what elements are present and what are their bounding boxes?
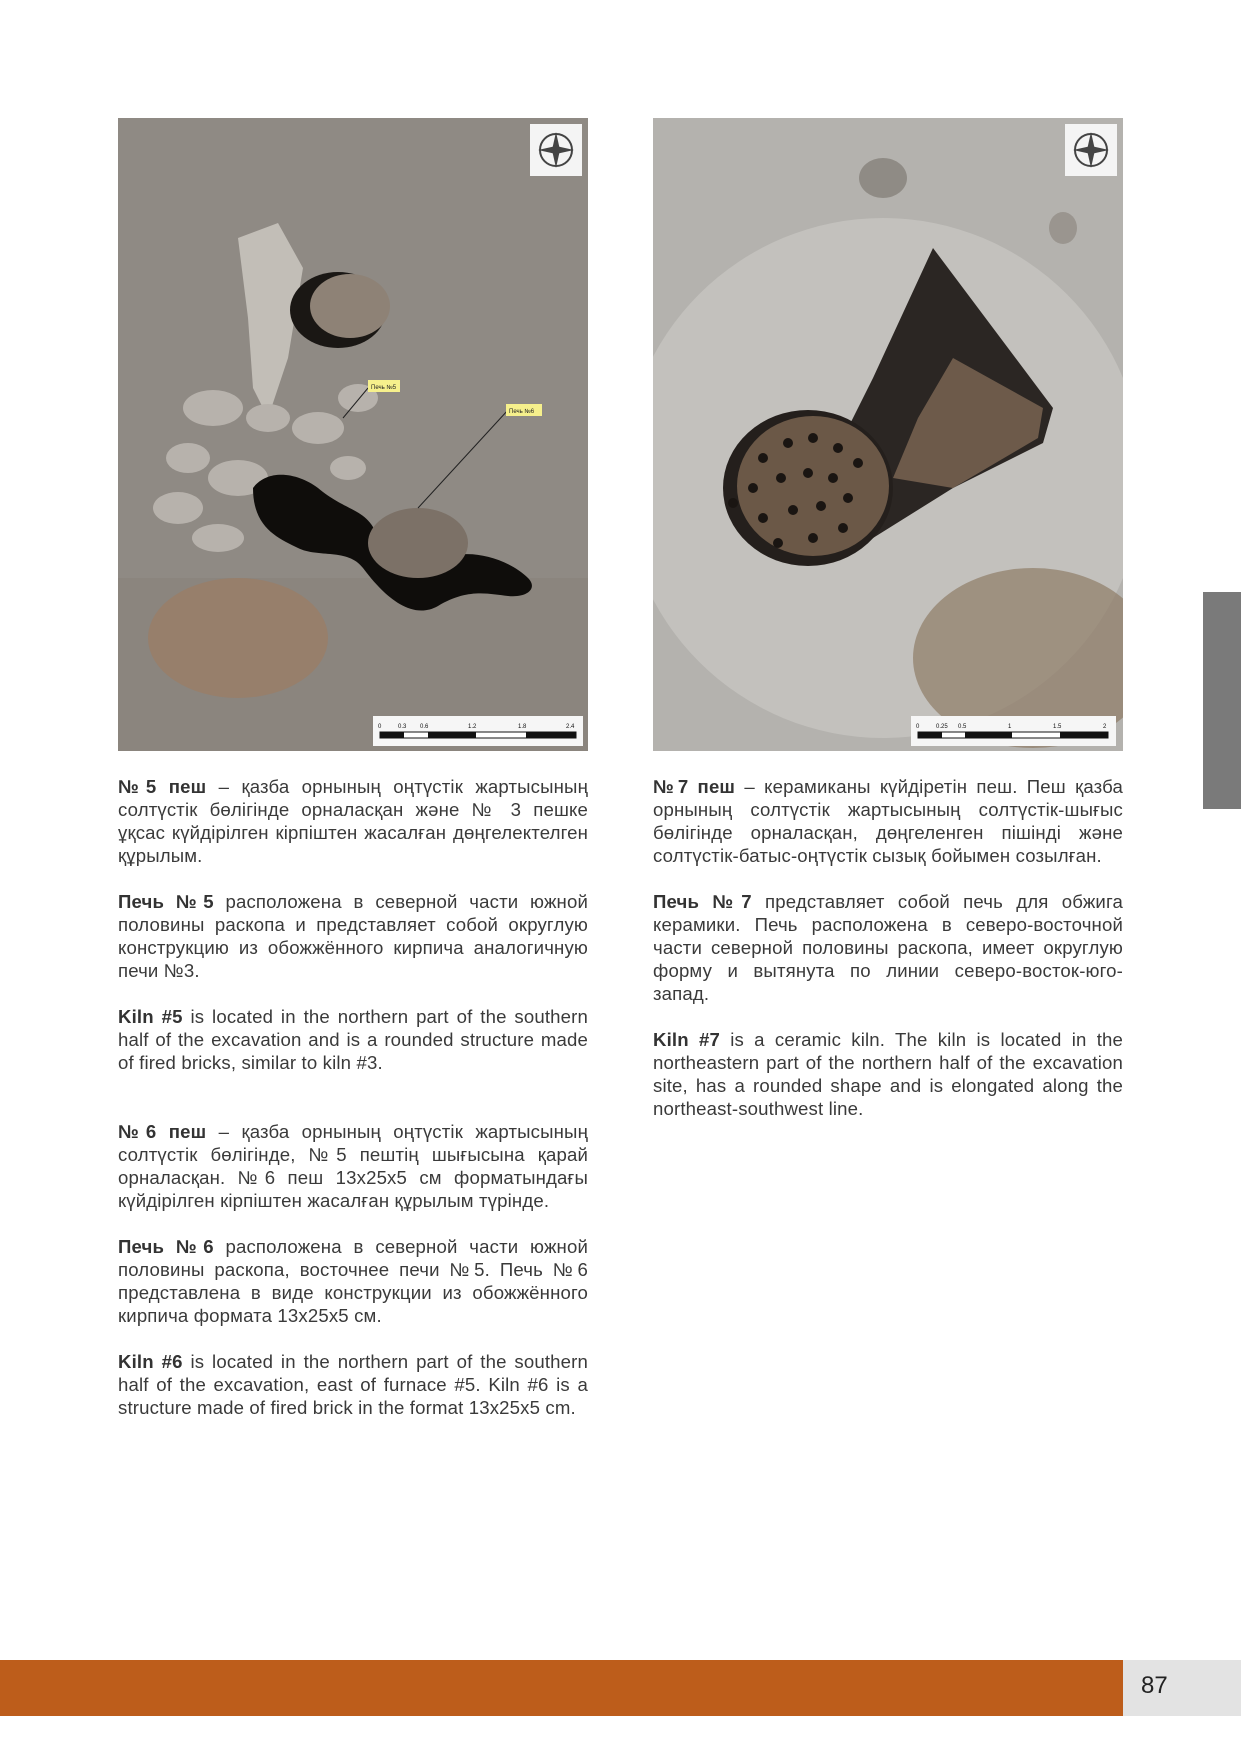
scale-tick: 0.25 bbox=[936, 724, 948, 730]
paragraph-text: расположена в северной части южной половины раскопа, восточнее печи №5. Печь №6 представлена в виде конструкции из обожжённого кирпича формата 13x25x5 см. bbox=[118, 1236, 588, 1326]
paragraph-kiln5-kz bbox=[118, 775, 588, 867]
paragraph-text: is located in the northern part of the southern half of the excavation, east of furnace #5. Kiln #6 is a structure made of fired brick in the format 13x25x5 cm. bbox=[118, 1351, 588, 1418]
scale-tick: 0.5 bbox=[958, 724, 967, 730]
paragraph-kiln6-ru bbox=[118, 1235, 588, 1327]
label-kiln-5: Печь №5 bbox=[371, 385, 397, 391]
term-bold: Печь №6 bbox=[118, 1236, 214, 1257]
term-bold: Печь №7 bbox=[653, 891, 752, 912]
side-tab bbox=[1203, 592, 1241, 809]
scale-tick: 0 bbox=[378, 724, 382, 730]
scale-tick: 1.5 bbox=[1053, 724, 1062, 730]
paragraph-kiln7-kz bbox=[653, 775, 1123, 867]
footer-bar bbox=[0, 1660, 1123, 1716]
term-bold: №5 пеш bbox=[118, 776, 207, 797]
paragraph-text: is a ceramic kiln. The kiln is located in the northeastern part of the northern half of the excavation site, has a rounded shape and is elongated along the northeast-southwest line. bbox=[653, 1029, 1124, 1119]
paragraph-kiln6-kz bbox=[118, 1120, 588, 1212]
paragraph-kiln5-en bbox=[118, 1005, 588, 1074]
paragraph-text: – қазба орнының оңтүстік жартысының солтүстік бөлігінде, №5 пештің шығысына қарай орналасқан. №6 пеш 13x25x5 см форматындағы күйдірілген кірпіштен жасалған құрылым түрінде. bbox=[118, 1121, 588, 1211]
label-kiln-6: Печь №6 bbox=[509, 409, 535, 415]
paragraph-kiln5-ru bbox=[118, 890, 588, 982]
scale-tick: 0 bbox=[916, 724, 920, 730]
text-column-right bbox=[653, 775, 1123, 1143]
scale-tick: 1.2 bbox=[468, 724, 477, 730]
scale-tick: 2.4 bbox=[566, 724, 575, 730]
scale-tick: 2 bbox=[1103, 724, 1107, 730]
term-bold: Kiln #5 bbox=[118, 1006, 183, 1027]
term-bold: Печь №5 bbox=[118, 891, 214, 912]
paragraph-kiln7-ru bbox=[653, 890, 1123, 1005]
term-bold: №7 пеш bbox=[653, 776, 736, 797]
page-number: 87 bbox=[1141, 1672, 1168, 1699]
paragraph-text: расположена в северной части южной половины раскопа и представляет собой округлую конструкцию из обожжённого кирпича аналогичную печи №3. bbox=[118, 891, 588, 981]
scale-tick: 1 bbox=[1008, 724, 1012, 730]
scale-tick: 0.6 bbox=[420, 724, 429, 730]
paragraph-text: is located in the northern part of the southern half of the excavation and is a rounded structure made of fired bricks, similar to kiln #3. bbox=[118, 1006, 588, 1073]
paragraph-text: представляет собой печь для обжига керамики. Печь расположена в северо-восточной части северной половины раскопа, имеет округлую форму и вытянута по линии северо-восток-юго-запад. bbox=[653, 891, 1123, 1004]
term-bold: №6 пеш bbox=[118, 1121, 207, 1142]
paragraph-kiln7-en bbox=[653, 1028, 1123, 1120]
text-column-left bbox=[118, 775, 588, 1442]
paragraph-text: – керамиканы күйдіретін пеш. Пеш қазба орнының солтүстік жартысының солтүстік-шығыс бөлігінде орналасқан, дөңгеленген пішінді және солтүстік-батыс-оңтүстік сызық бойымен созылған. bbox=[653, 776, 1123, 866]
photo-kilns-5-6 bbox=[118, 118, 588, 751]
term-bold: Kiln #6 bbox=[118, 1351, 183, 1372]
paragraph-kiln6-en bbox=[118, 1350, 588, 1419]
scale-tick: 0.3 bbox=[398, 724, 407, 730]
term-bold: Kiln #7 bbox=[653, 1029, 720, 1050]
photo-kiln-7 bbox=[653, 118, 1123, 751]
paragraph-text: – қазба орнының оңтүстік жартысының солтүстік бөлігінде орналасқан және № 3 пешке ұқсас күйдірілген кірпіштен жасалған дөңгелектелген құрылым. bbox=[118, 776, 588, 866]
scale-tick: 1.8 bbox=[518, 724, 527, 730]
